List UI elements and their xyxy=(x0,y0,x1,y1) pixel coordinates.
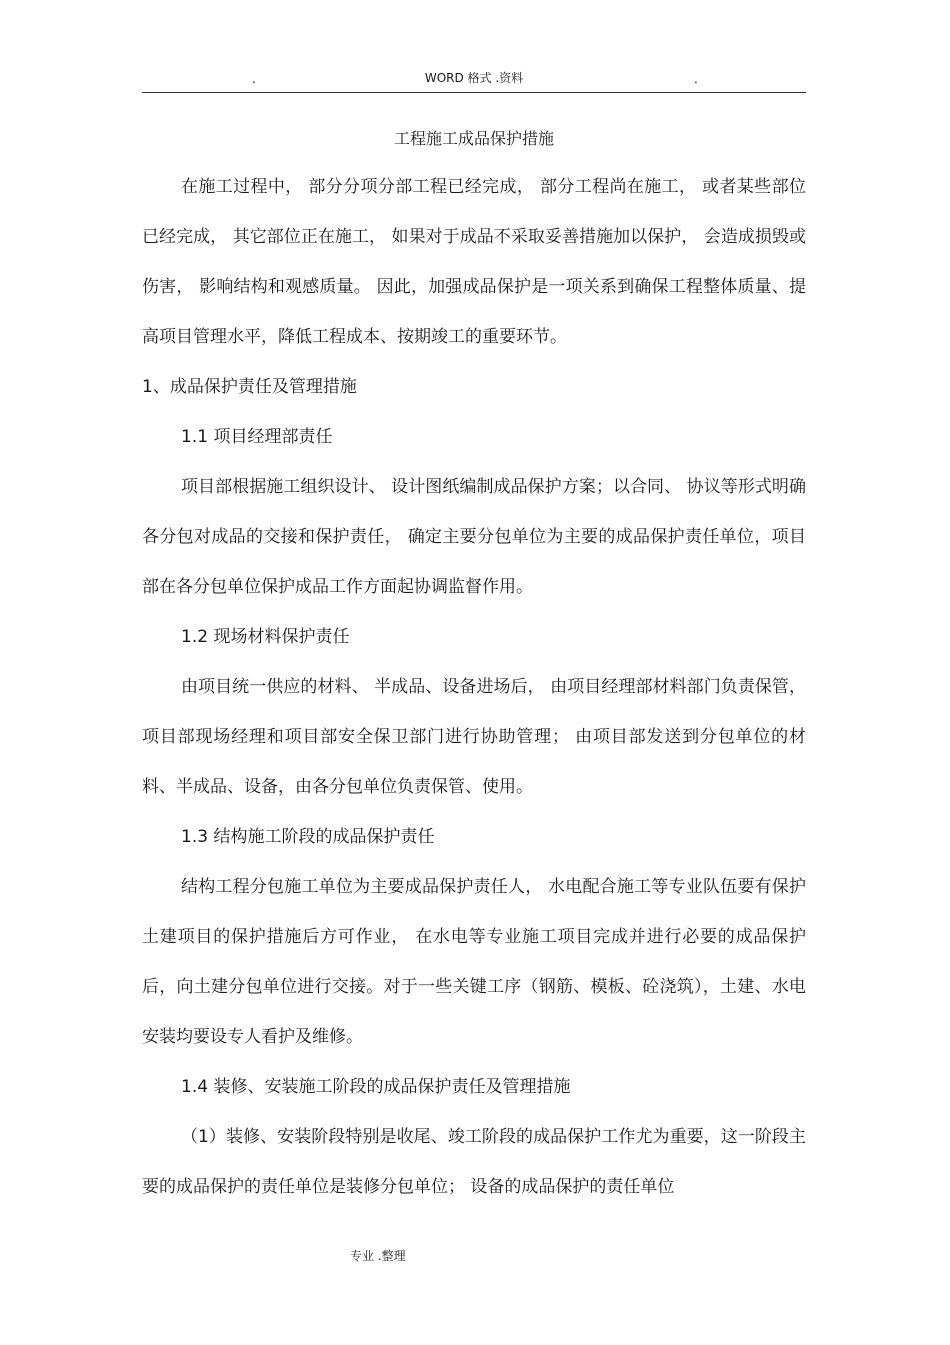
page-header xyxy=(142,66,806,93)
subsection-heading: 1.4 装修、安装施工阶段的成品保护责任及管理措施 xyxy=(181,1077,571,1097)
paragraph: 结构工程分包施工单位为主要成品保护责任人， 水电配合施工等专业队伍要有保护土建项目的保护措施后方可作业， 在水电等专业施工项目完成并进行必要的成品保护后，向土建分包单位进行交接。对于一些关键工序（钢筋、模板、砼浇筑），土建、水电安装均要设专人看护及维修。 xyxy=(142,877,806,1047)
paragraph: 在施工过程中， 部分分项分部工程已经完成， 部分工程尚在施工， 或者某些部位已经完成， 其它部位正在施工， 如果对于成品不采取妥善措施加以保护， 会造成损毁或伤害， 影响结构和观感质量。 因此，加强成品保护是一项关系到确保工程整体质量、提高项目管理水平，降低工程成本、按期竣工的重要环节。 xyxy=(142,177,806,347)
subsection-heading: 1.1 项目经理部责任 xyxy=(181,427,333,447)
paragraph: （1）装修、安装阶段特别是收尾、竣工阶段的成品保护工作尤为重要，这一阶段主要的成品保护的责任单位是装修分包单位； 设备的成品保护的责任单位 xyxy=(142,1127,806,1197)
page-footer: 专业 .整理 xyxy=(350,1249,406,1263)
paragraph: 由项目统一供应的材料、 半成品、设备进场后， 由项目经理部材料部门负责保管，项目部现场经理和项目部安全保卫部门进行协助管理； 由项目部发送到分包单位的材料、半成品、设备，由各分包单位负责保管、使用。 xyxy=(142,677,806,797)
header-title: WORD 格式 .资料 xyxy=(424,71,524,85)
document-body xyxy=(142,162,806,1212)
document-title: 工程施工成品保护措施 xyxy=(393,129,554,148)
paragraph: 项目部根据施工组织设计、 设计图纸编制成品保护方案；以合同、 协议等形式明确各分包对成品的交接和保护责任， 确定主要分包单位为主要的成品保护责任单位，项目部在各分包单位保护成品工作方面起协调监督作用。 xyxy=(142,477,806,597)
header-left-dot: . xyxy=(252,72,256,86)
subsection-heading: 1.3 结构施工阶段的成品保护责任 xyxy=(181,827,435,847)
section-heading: 1、成品保护责任及管理措施 xyxy=(142,377,357,397)
subsection-heading: 1.2 现场材料保护责任 xyxy=(181,627,350,647)
header-right-dot: . xyxy=(694,72,698,86)
